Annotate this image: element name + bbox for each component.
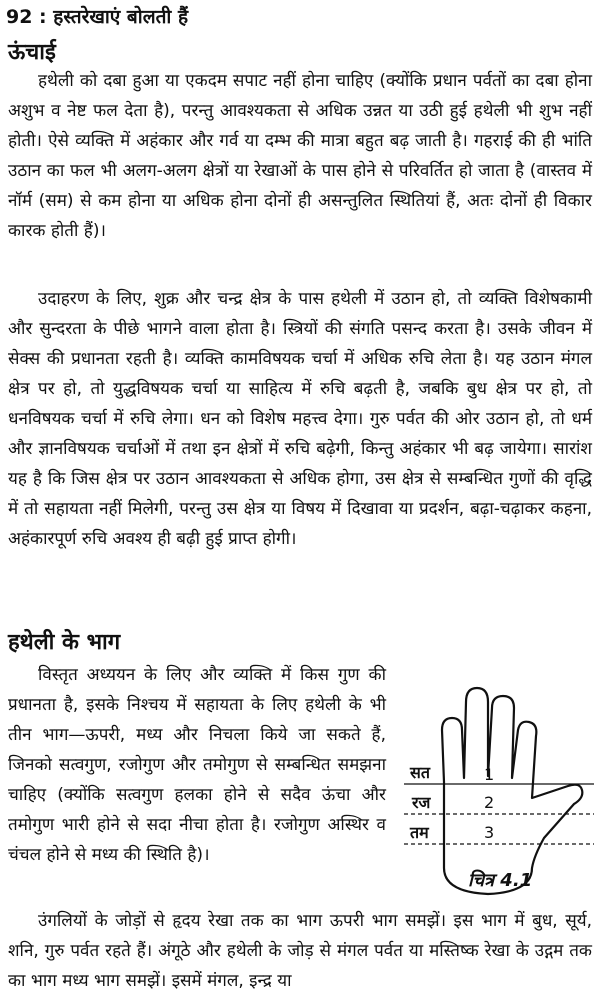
paragraph-height-intro: हथेली को दबा हुआ या एकदम सपाट नहीं होना चाहिए (क्योंकि प्रधान पर्वतों का दबा होना अशुभ व नेष्ट फल देता है), परन्तु आवश्यकता से अधिक उन्नत या उठी हुई हथेली भी शुभ नहीं होती। ऐसे व्यक्ति में अहंकार और गर्व या दम्भ की मात्रा बहुत बढ़ जाती है। गहराई की ही भांति उठान का फल भी अलग-अलग क्षेत्रों या रेखाओं के पास होने से परिवर्तित हो जाता है (वास्तव में नॉर्म (सम) से कम होना या अधिक होना दोनों ही असन्तुलित स्थितियां हैं, अतः दोनों ही विकार कारक होती हैं)। [8, 71, 592, 241]
zone-number-2: 2 [484, 793, 495, 812]
figure-caption: चित्र 4.1 [468, 870, 533, 891]
paragraph-palm-parts: विस्तृत अध्ययन के लिए और व्यक्ति में किस गुण की प्रधानता है, इसके निश्चय में सहायता के लिए हथेली के भी तीन भाग—ऊपरी, मध्य और निचला किये जा सकते हैं, जिनको सत्वगुण, रजोगुण और तमोगुण से सम्बन्धित समझना चाहिए (क्योंकि सत्वगुण हलका होने से सदैव ऊंचा और तमोगुण भारी होने से सदा नीचा होता है। रजोगुण अस्थिर व चंचल होने से मध्य की स्थिति है)। [8, 665, 386, 865]
paragraph-palm-upper-middle: उंगलियों के जोड़ों से हृदय रेखा तक का भाग ऊपरी भाग समझें। इस भाग में बुध, सूर्य, शनि, गुरु पर्वत रहते हैं। अंगूठे और हथेली के जोड़ से मंगल पर्वत या मस्तिष्क रेखा के उद्गम तक का भाग मध्य भाग समझें। इसमें मंगल, इन्द्र या [8, 911, 592, 991]
palm-divider-lines [404, 784, 594, 844]
label-raj: रज [412, 793, 431, 812]
zone-number-3: 3 [484, 823, 495, 842]
page-header: 92 : हस्तरेखाएं बोलती हैं [6, 6, 189, 28]
paragraph-height-example: उदाहरण के लिए, शुक्र और चन्द्र क्षेत्र के पास हथेली में उठान हो, तो व्यक्ति विशेषकामी और सुन्दरता के पीछे भागने वाला होता है। स्त्रियों की संगति पसन्द करता है। उसके जीवन में सेक्स की प्रधानता रहती है। व्यक्ति कामविषयक चर्चा में अधिक रुचि लेता है। यह उठान मंगल क्षेत्र पर हो, तो युद्धविषयक चर्चा या साहित्य में रुचि बढ़ती है, जबकि बुध क्षेत्र पर हो, तो धनविषयक चर्चा में रुचि लेगा। धन को विशेष महत्त्व देगा। गुरु पर्वत की ओर उठान हो, तो धर्म और ज्ञानविषयक चर्चाओं में तथा इन क्षेत्रों में रुचि बढ़ेगी, किन्तु अहंकार भी बढ़ जायेगा। सारांश यह है कि जिस क्षेत्र पर उठान आवश्यकता से अधिक होगा, उस क्षेत्र से सम्बन्धित गुणों की वृद्धि में तो सहायता नहीं मिलेगी, परन्तु उस क्षेत्र या विषय में दिखावा या प्रदर्शन, बढ़ा-चढ़ाकर कहना, अहंकारपूर्ण रुचि अवश्य ही बढ़ी हुई प्राप्त होगी। [8, 289, 592, 549]
section-heading-palm-parts: हथेली के भाग [8, 630, 121, 655]
palm-outline [442, 688, 582, 894]
zone-number-1: 1 [484, 765, 495, 784]
label-sat: सत [410, 763, 430, 782]
label-tam: तम [410, 823, 429, 842]
section-heading-height: ऊंचाई [8, 40, 56, 65]
